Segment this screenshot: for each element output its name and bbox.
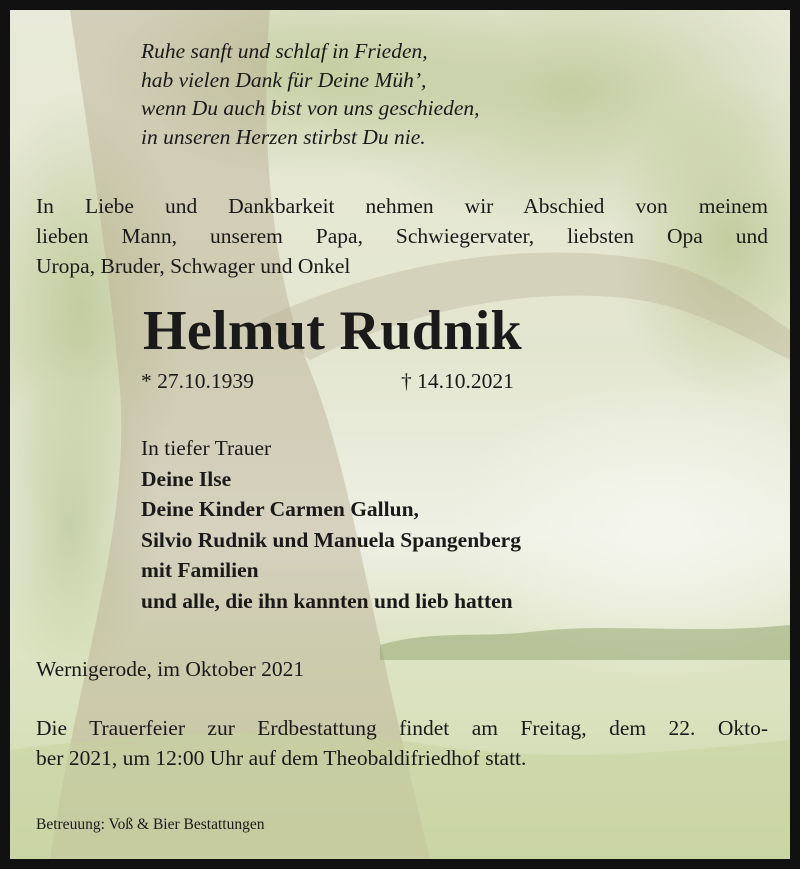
mourner-line: mit Familien [141, 558, 259, 582]
mourners-heading: In tiefer Trauer [141, 436, 272, 460]
birth-date: * 27.10.1939 [141, 369, 254, 393]
death-date: † 14.10.2021 [401, 369, 514, 393]
notice-line: ber 2021, um 12:00 Uhr auf dem Theobaldifriedhof statt. [36, 746, 527, 770]
poem-line: Ruhe sanft und schlaf in Frieden, [141, 39, 428, 63]
memorial-poem [141, 37, 480, 151]
mourner-line: Silvio Rudnik und Manuela Spangenberg [141, 527, 521, 552]
poem-line: hab vielen Dank für Deine Müh’, [141, 67, 427, 92]
intro-line: Uropa, Bruder, Schwager und Onkel [36, 254, 351, 278]
mourner-line: Deine Ilse [141, 466, 232, 491]
notice-line: Die Trauerfeier zur Erdbestattung findet am Freitag, dem 22. Okto- [36, 716, 768, 740]
funeral-notice [36, 713, 768, 773]
poem-line: in unseren Herzen stirbst Du nie. [141, 124, 426, 149]
farewell-intro [36, 191, 768, 251]
poem-line: wenn Du auch bist von uns geschieden, [141, 96, 480, 120]
funeral-home-credit: Betreuung: Voß & Bier Bestattungen [36, 816, 265, 833]
mourner-line: und alle, die ihn kannten und lieb hatten [141, 588, 513, 613]
place-and-date: Wernigerode, im Oktober 2021 [36, 657, 305, 681]
deceased-name: Helmut Rudnik [143, 300, 522, 362]
intro-line: lieben Mann, unserem Papa, Schwiegervater, liebsten Opa und [36, 224, 768, 248]
mourners-block [141, 433, 521, 616]
mourner-line: Deine Kinder Carmen Gallun, [141, 497, 419, 521]
intro-line: In Liebe und Dankbarkeit nehmen wir Abschied von meinem [36, 194, 768, 218]
